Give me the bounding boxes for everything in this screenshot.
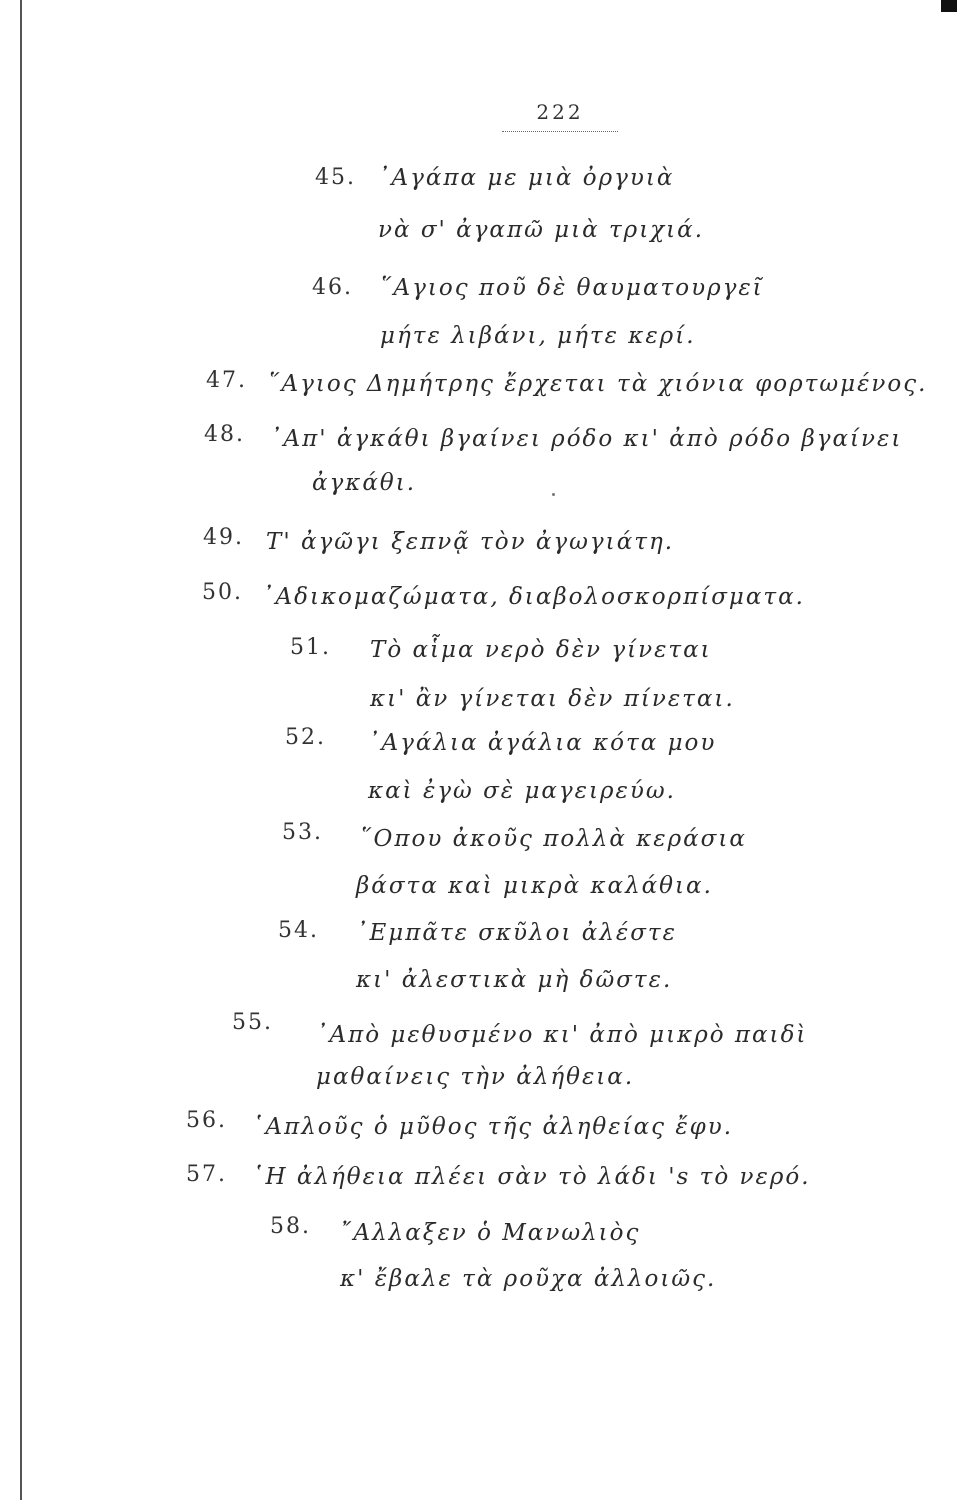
proverb-line: μήτε λιβάνι, μήτε κερί. — [380, 323, 696, 349]
proverb-line: ῾Απλοῦς ὁ μῦθος τῆς ἀληθείας ἔφυ. — [252, 1114, 734, 1140]
proverb-line: μαθαίνεις τὴν ἀλήθεια. — [316, 1064, 635, 1090]
proverb-line: ᾿Εμπᾶτε σκῦλοι ἀλέστε — [356, 920, 677, 946]
proverb-line: ᾿Αγάλια ἀγάλια κότα μου — [368, 730, 717, 756]
proverb-number: 56. — [186, 1108, 227, 1133]
proverb-line: ᾿Αγάπα με μιὰ ὀργυιὰ — [378, 165, 675, 191]
proverb-line: Τ' ἀγῶγι ξεπνᾷ τὸν ἀγωγιάτη. — [266, 529, 675, 555]
proverb-line: ᾿Αδικομαζώματα, διαβολοσκορπίσματα. — [262, 584, 805, 610]
proverb-line: κι' ἀλεστικὰ μὴ δῶστε. — [356, 967, 673, 993]
proverb-line: ῞Αγιος Δημήτρης ἔρχεται τὰ χιόνια φορτωμένος. — [268, 371, 928, 397]
proverb-line: ῎Αλλαξεν ὁ Μανωλιὸς — [340, 1220, 641, 1246]
proverb-line: ᾿Απὸ μεθυσμένο κι' ἀπὸ μικρὸ παιδὶ — [316, 1022, 808, 1048]
proverb-line: βάστα καὶ μικρὰ καλάθια. — [356, 873, 713, 899]
proverb-line: νὰ σ' ἀγαπῶ μιὰ τριχιά. — [378, 217, 705, 243]
page-number: 222 — [536, 100, 584, 124]
ink-speck — [552, 493, 555, 496]
scan-corner-mark — [941, 0, 957, 12]
proverb-line: κ' ἔβαλε τὰ ροῦχα ἀλλοιῶς. — [340, 1266, 717, 1292]
proverb-number: 57. — [186, 1162, 227, 1187]
proverb-line: ῞Οπου ἀκοῦς πολλὰ κεράσια — [360, 826, 747, 852]
proverb-line: Τὸ αἷμα νερὸ δὲν γίνεται — [370, 637, 712, 663]
proverb-number: 55. — [232, 1010, 273, 1035]
page-number-rule — [502, 131, 618, 132]
proverb-line: ῞Αγιος ποῦ δὲ θαυματουργεῖ — [380, 275, 764, 301]
proverb-line: καὶ ἐγὼ σὲ μαγειρεύω. — [368, 778, 676, 804]
proverb-number: 45. — [315, 165, 356, 190]
proverb-line: ῾Η ἀλήθεια πλέει σὰν τὸ λάδι 's τὸ νερό. — [252, 1164, 811, 1190]
proverb-number: 52. — [285, 725, 326, 750]
proverb-number: 48. — [204, 422, 245, 447]
proverb-number: 54. — [278, 918, 319, 943]
proverb-line: ᾿Απ' ἀγκάθι βγαίνει ρόδο κι' ἀπὸ ρόδο βγαίνει — [270, 426, 903, 452]
proverb-line: κι' ἂν γίνεται δὲν πίνεται. — [370, 686, 735, 712]
proverb-number: 49. — [203, 525, 244, 550]
proverb-number: 58. — [270, 1214, 311, 1239]
proverb-number: 50. — [202, 580, 243, 605]
page-edge — [20, 0, 22, 1500]
proverb-line: ἀγκάθι. — [312, 470, 417, 496]
proverb-number: 53. — [282, 820, 323, 845]
proverb-number: 47. — [206, 368, 247, 393]
proverb-number: 46. — [312, 275, 353, 300]
proverb-number: 51. — [290, 635, 331, 660]
